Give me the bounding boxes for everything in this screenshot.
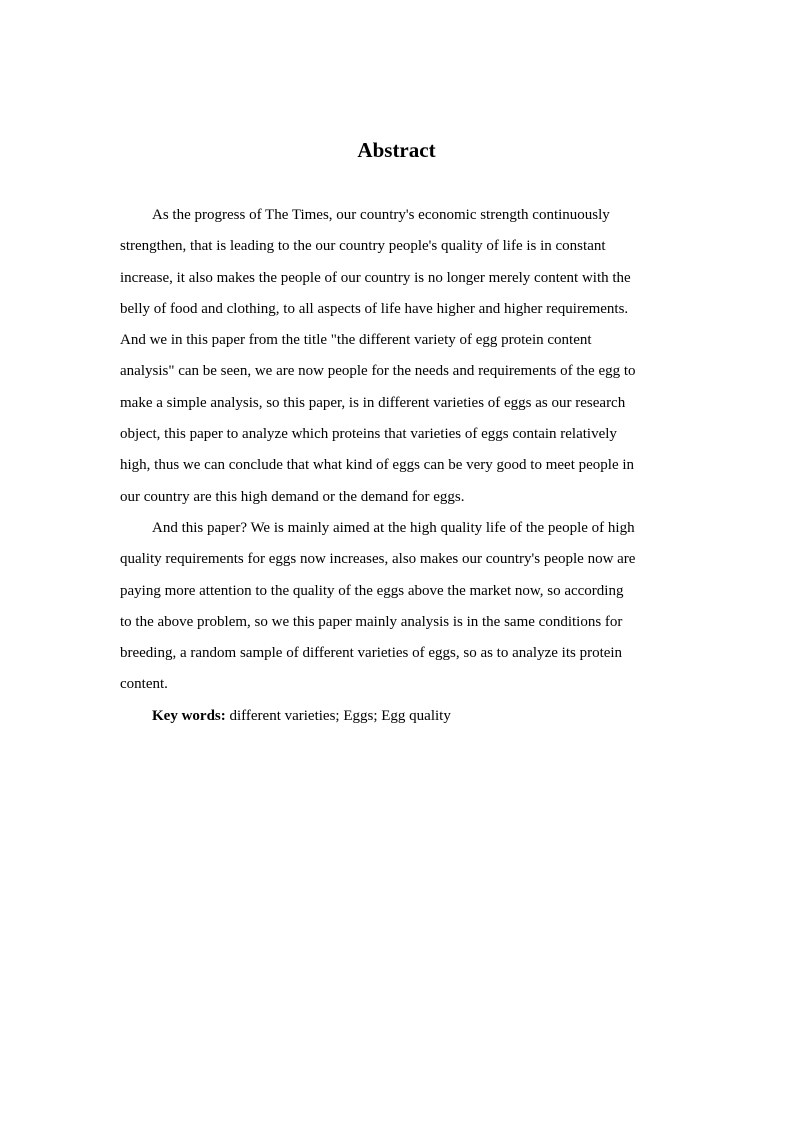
paragraph-line: And we in this paper from the title "the different variety of egg protein content bbox=[120, 332, 592, 349]
paragraph-line: analysis" can be seen, we are now people for the needs and requirements of the egg to bbox=[120, 363, 636, 380]
paragraph-line: quality requirements for eggs now increases, also makes our country's people now are bbox=[120, 551, 636, 568]
paragraph-line: object, this paper to analyze which proteins that varieties of eggs contain relatively bbox=[120, 426, 617, 443]
paragraph-line: strengthen, that is leading to the our country people's quality of life is in constant bbox=[120, 238, 606, 255]
paragraph-line: increase, it also makes the people of our country is no longer merely content with the bbox=[120, 269, 631, 286]
paragraph-line: And this paper? We is mainly aimed at the high quality life of the people of high bbox=[152, 519, 635, 536]
paragraph-line: make a simple analysis, so this paper, is in different varieties of eggs as our research bbox=[120, 394, 626, 411]
keywords-value: different varieties; Eggs; Egg quality bbox=[225, 707, 451, 724]
abstract-body bbox=[120, 200, 673, 732]
paragraph-line: high, thus we can conclude that what kind of eggs can be very good to meet people in bbox=[120, 457, 635, 474]
keywords-line bbox=[120, 701, 673, 732]
keywords-label: Key words: bbox=[152, 707, 226, 724]
paragraph-line: our country are this high demand or the demand for eggs. bbox=[120, 488, 465, 505]
paragraph-line: As the progress of The Times, our country's economic strength continuously bbox=[152, 207, 610, 223]
page-title: Abstract bbox=[357, 138, 436, 162]
abstract-paragraph-2 bbox=[120, 513, 673, 701]
paragraph-line: content. bbox=[120, 676, 168, 693]
paragraph-line: to the above problem, so we this paper mainly analysis is in the same conditions for bbox=[120, 613, 623, 630]
paragraph-line: paying more attention to the quality of the eggs above the market now, so according bbox=[120, 582, 624, 599]
paragraph-line: breeding, a random sample of different varieties of eggs, so as to analyze its protein bbox=[120, 645, 623, 662]
abstract-paragraph-1 bbox=[120, 200, 673, 513]
paragraph-line: belly of food and clothing, to all aspects of life have higher and higher requirements. bbox=[120, 300, 629, 317]
